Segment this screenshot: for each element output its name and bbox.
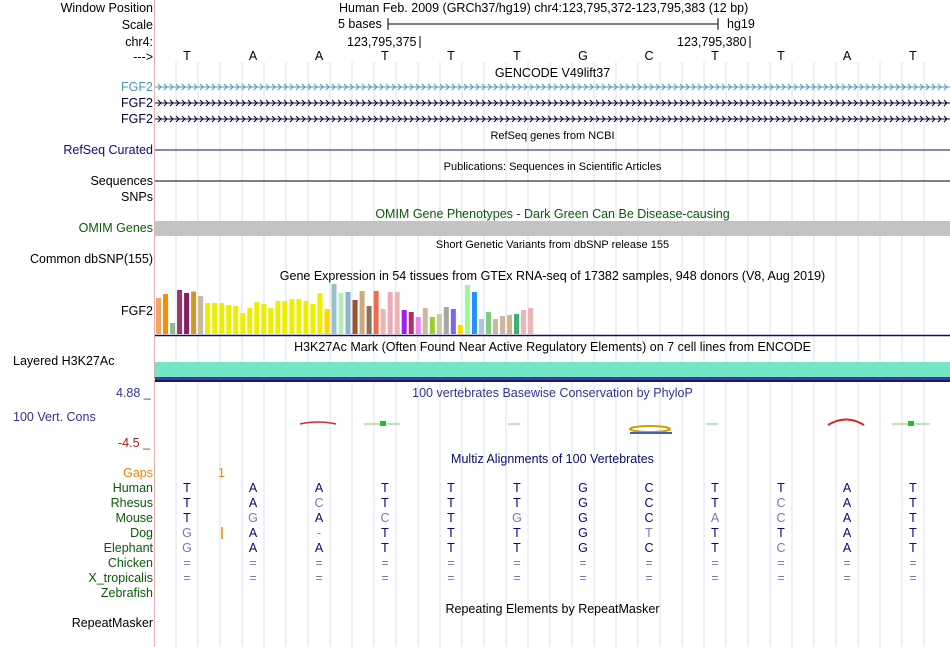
alignment-base: C [776,511,786,525]
gtex-bar [324,309,329,334]
gtex-bar [254,302,259,334]
alignment-base: T [513,541,521,555]
alignment-base: T [183,496,191,510]
alignment-base: G [578,511,588,525]
h3k27ac-label[interactable]: Layered H3K27Ac [13,354,115,368]
gtex-bar [395,292,400,334]
alignment-base: T [447,541,455,555]
gtex-bar [388,292,393,334]
gtex-bar [528,308,533,334]
alignment-base: = [249,556,257,570]
alignment-base: = [447,556,455,570]
window-position-value[interactable]: Human Feb. 2009 (GRCh37/hg19) chr4:123,795,372-123,795,383 (12 bp) [339,1,749,15]
window-position-label: Window Position [60,1,153,15]
scale-label: Scale [121,18,153,32]
gtex-bar [268,308,273,334]
alignment-base: A [842,511,852,525]
gtex-bar [346,292,351,334]
alignment-base: G [578,496,588,510]
reference-base: T [513,49,521,63]
h3k27ac-title[interactable]: H3K27Ac Mark (Often Found Near Active Regulatory Elements) on 7 cell lines from ENCODE [294,340,811,354]
alignment-base: T [183,511,191,525]
gtex-bar [360,291,365,334]
alignment-base: = [249,571,257,585]
reference-base: A [314,49,324,63]
omim-title[interactable]: OMIM Gene Phenotypes - Dark Green Can Be Disease-causing [375,207,730,221]
h3k27ac-layer-1 [155,377,950,380]
conservation-ymin: -4.5 _ [118,436,150,450]
alignment-base: T [513,496,521,510]
reference-base: T [711,49,719,63]
alignment-base: = [777,556,785,570]
gtex-label[interactable]: FGF2 [121,304,153,318]
gtex-bar [465,285,470,334]
gtex-bar [339,293,344,334]
alignment-base: G [182,541,192,555]
alignment-base: T [909,496,917,510]
gtex-bar [500,316,505,334]
gtex-bar [430,317,435,334]
alignment-base: G [182,526,192,540]
alignment-base: = [645,556,653,570]
alignment-base: - [316,526,322,540]
gtex-bar [212,303,217,334]
alignment-base: T [909,526,917,540]
phylop-negative-peak [828,420,864,426]
dbsnp-title[interactable]: Short Genetic Variants from dbSNP release 155 [435,239,670,251]
species-label[interactable]: Rhesus [110,496,153,510]
alignment-base: A [314,511,324,525]
alignment-base: = [711,571,719,585]
gtex-bar [409,312,414,334]
alignment-base: T [447,526,455,540]
alignment-base: G [578,481,588,495]
species-label[interactable]: Human [112,481,153,495]
gtex-bar [514,314,519,334]
gtex-bar [184,293,189,334]
alignment-base: C [644,541,654,555]
alignment-base: = [513,556,521,570]
alignment-base: T [909,511,917,525]
gaps-label[interactable]: Gaps [123,466,153,480]
species-label[interactable]: Chicken [107,556,153,570]
gtex-bar [374,291,379,334]
scale-bases-text: 5 bases [338,17,382,31]
h3k27ac-layer-2 [155,380,950,382]
gtex-bar [458,325,463,334]
gtex-bar [493,319,498,334]
alignment-base: C [776,541,786,555]
alignment-base: T [711,496,719,510]
gtex-bar [240,313,245,334]
alignment-base: = [315,556,323,570]
gencode-gene-label-2[interactable]: FGF2 [121,96,153,110]
gtex-bar [303,301,308,334]
gtex-bar [437,314,442,334]
alignment-base: T [447,496,455,510]
alignment-base: T [645,526,653,540]
alignment-base: C [776,496,786,510]
gtex-bar [381,309,386,334]
refseq-title[interactable]: RefSeq genes from NCBI [490,130,615,142]
gtex-bar [444,307,449,334]
gtex-title[interactable]: Gene Expression in 54 tissues from GTEx RNA-seq of 17382 samples, 948 donors (V8, Aug 2019) [279,269,826,283]
alignment-base: = [579,571,587,585]
alignment-base: T [711,526,719,540]
reference-base: T [381,49,389,63]
omim-feature [155,221,950,236]
alignment-base: C [380,511,390,525]
reference-base: A [248,49,258,63]
gtex-bar [282,301,287,334]
alignment-base: T [183,481,191,495]
alignment-base: A [248,496,258,510]
alignment-base: T [381,541,389,555]
species-label[interactable]: Elephant [103,541,153,555]
gtex-bar [451,309,456,334]
multiz-title[interactable]: Multiz Alignments of 100 Vertebrates [451,452,654,466]
alignment-base: = [909,556,917,570]
h3k27ac-signal [155,362,950,377]
gtex-bar [317,293,322,334]
alignment-base: = [381,556,389,570]
reference-base: T [777,49,785,63]
reference-base: T [909,49,917,63]
conservation-title[interactable]: 100 vertebrates Basewise Conservation by PhyloP [412,386,693,400]
alignment-base: T [711,541,719,555]
gtex-bar [191,292,196,335]
alignment-base: A [314,481,324,495]
alignment-base: A [842,526,852,540]
reference-base: C [644,49,654,63]
alignment-base: T [381,496,389,510]
position-tick-2: 123,795,380 [677,35,747,49]
alignment-base: A [248,541,258,555]
alignment-base: C [644,496,654,510]
conservation-label[interactable]: 100 Vert. Cons [13,410,96,424]
gtex-bar [219,303,224,334]
alignment-base: = [513,571,521,585]
snps-label[interactable]: SNPs [121,190,153,204]
alignment-base: A [314,541,324,555]
gtex-bar [226,305,231,334]
alignment-base: = [183,556,191,570]
phylop-score-cluster [630,426,670,432]
gtex-bar [479,319,484,334]
gtex-bar [402,310,407,334]
gtex-bar [472,292,477,334]
gtex-bar [163,294,168,334]
conservation-ymax: 4.88 _ [116,386,151,400]
scale-assembly: hg19 [727,17,755,31]
gtex-bar [233,306,238,334]
gtex-bar [205,303,210,334]
refseq-label[interactable]: RefSeq Curated [63,143,153,157]
alignment-base: = [183,571,191,585]
gap-count: 1 [218,466,225,480]
reference-base: A [842,49,852,63]
alignment-base: = [315,571,323,585]
gtex-bar [170,323,175,334]
alignment-base: T [909,541,917,555]
gtex-bar [177,290,182,334]
species-label[interactable]: Dog [130,526,153,540]
phylop-score-marker [380,421,386,426]
gencode-gene-label-1[interactable]: FGF2 [121,80,153,94]
gtex-bar [521,310,526,334]
gtex-bar [507,315,512,334]
alignment-base: G [578,526,588,540]
alignment-base: = [909,571,917,585]
alignment-base: T [513,481,521,495]
alignment-base: T [711,481,719,495]
alignment-base: = [843,556,851,570]
strand-arrow-label[interactable]: ---> [133,50,153,64]
alignment-base: = [645,571,653,585]
alignment-base: T [777,526,785,540]
position-tick-1: 123,795,375 [347,35,417,49]
repeatmasker-title[interactable]: Repeating Elements by RepeatMasker [445,602,660,616]
alignment-base: = [447,571,455,585]
alignment-base: C [644,511,654,525]
alignment-base: T [513,526,521,540]
gencode-title[interactable]: GENCODE V49lift37 [494,66,611,80]
publications-label[interactable]: Sequences [90,174,153,188]
phylop-negative-peak [300,422,336,424]
gtex-bar [275,301,280,334]
alignment-base: C [644,481,654,495]
species-label[interactable]: Mouse [115,511,153,525]
gencode-gene-label-3[interactable]: FGF2 [121,112,153,126]
repeatmasker-label[interactable]: RepeatMasker [71,616,153,630]
gtex-bar [289,299,294,334]
alignment-base: G [578,541,588,555]
alignment-base: A [248,481,258,495]
gtex-bar [332,284,337,334]
gtex-bar [367,306,372,334]
alignment-base: T [447,481,455,495]
alignment-base: T [381,526,389,540]
omim-label[interactable]: OMIM Genes [78,221,153,235]
alignment-base: A [710,511,720,525]
gtex-bar [416,317,421,334]
alignment-base: G [248,511,258,525]
gtex-bar [486,312,491,334]
alignment-base: A [248,526,258,540]
alignment-base: T [381,481,389,495]
alignment-base: = [579,556,587,570]
chr-label: chr4: [125,35,153,49]
alignment-base: = [381,571,389,585]
gtex-bar [247,308,252,334]
gtex-bar [156,298,161,334]
alignment-base: C [314,496,324,510]
gtex-bar [261,304,266,334]
reference-base: T [447,49,455,63]
alignment-base: = [711,556,719,570]
reference-base: G [578,49,588,63]
species-label[interactable]: X_tropicalis [88,571,153,585]
dbsnp-label[interactable]: Common dbSNP(155) [30,252,153,266]
species-label[interactable]: Zebrafish [100,586,153,600]
alignment-base: A [842,496,852,510]
alignment-base: = [777,571,785,585]
alignment-base: A [842,481,852,495]
gtex-bar [423,308,428,334]
gtex-bar [296,299,301,334]
alignment-base: T [447,511,455,525]
alignment-base: T [909,481,917,495]
reference-base: T [183,49,191,63]
alignment-base: G [512,511,522,525]
alignment-base: = [843,571,851,585]
publications-title[interactable]: Publications: Sequences in Scientific Articles [443,161,662,173]
phylop-score-marker [908,421,914,426]
alignment-base: T [777,481,785,495]
gtex-bar [353,300,358,334]
alignment-base: A [842,541,852,555]
gtex-bar [310,304,315,334]
gtex-bar [198,296,203,334]
